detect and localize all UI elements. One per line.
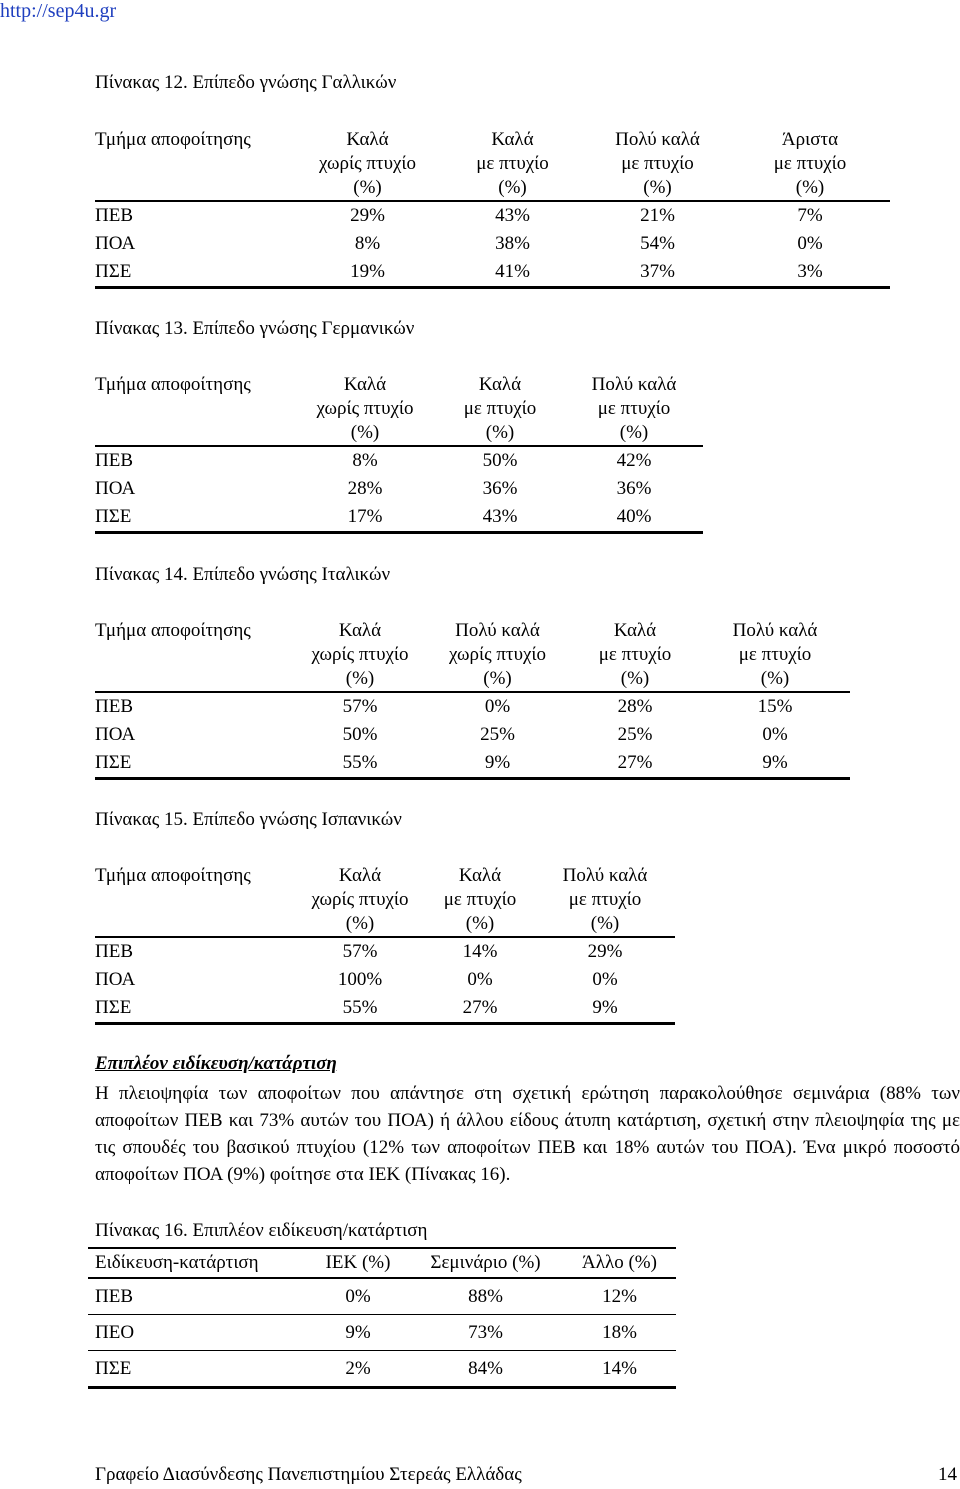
table-cell: 0% — [484, 696, 511, 717]
table-cell: 0% — [308, 1278, 408, 1315]
table-15-spanish — [95, 864, 675, 1025]
column-header: Πολύ καλά με πτυχίο (%) — [700, 619, 850, 692]
table-cell: 40% — [565, 503, 703, 533]
table-cell: 41% — [440, 258, 585, 288]
table-16-training — [88, 1247, 676, 1389]
table-cell: 28% — [617, 696, 653, 717]
table-row — [95, 966, 675, 994]
table-cell: 54% — [640, 233, 675, 254]
table-14-italian — [95, 619, 850, 780]
table-header-row — [95, 619, 850, 692]
column-header: Σεμινάριο (%) — [408, 1248, 563, 1278]
column-header-department: Τμήμα αποφοίτησης — [95, 373, 295, 446]
page-number: 14 — [938, 1464, 957, 1485]
table-header-row — [95, 128, 890, 201]
table-cell: 8% — [352, 450, 378, 471]
column-header: Πολύ καλά με πτυχίο (%) — [565, 373, 703, 446]
row-label: ΠΟΑ — [95, 969, 136, 990]
table-14-caption: Πίνακας 14. Επίπεδο γνώσης Ιταλικών — [95, 564, 391, 585]
table-row — [88, 1278, 676, 1315]
column-header: Καλά με πτυχίο (%) — [435, 373, 565, 446]
table-cell: 9% — [425, 749, 570, 779]
table-row — [95, 446, 703, 475]
table-cell: 88% — [408, 1278, 563, 1315]
table-cell: 42% — [616, 450, 652, 471]
column-header: Άριστα με πτυχίο (%) — [730, 128, 890, 201]
column-header: Καλά χωρίς πτυχίο (%) — [295, 864, 425, 937]
table-cell: 0% — [797, 233, 823, 254]
table-12-caption: Πίνακας 12. Επίπεδο γνώσης Γαλλικών — [95, 72, 397, 93]
table-cell: 12% — [563, 1278, 676, 1315]
table-row — [95, 692, 850, 721]
table-cell: 57% — [342, 941, 378, 962]
table-cell: 21% — [640, 205, 675, 226]
table-header-row — [88, 1248, 676, 1278]
column-header-department: Ειδίκευση-κατάρτιση — [88, 1248, 308, 1278]
table-16-caption: Πίνακας 16. Επιπλέον ειδίκευση/κατάρτιση — [95, 1220, 428, 1241]
column-header: Καλά χωρίς πτυχίο (%) — [295, 373, 435, 446]
table-header-row — [95, 373, 703, 446]
column-header: Καλά με πτυχίο (%) — [440, 128, 585, 201]
section-title: Επιπλέον ειδίκευση/κατάρτιση — [95, 1053, 337, 1074]
column-header-department: Τμήμα αποφοίτησης — [95, 128, 295, 201]
table-row — [88, 1351, 676, 1388]
column-header: Καλά με πτυχίο (%) — [425, 864, 535, 937]
table-cell: 28% — [347, 478, 383, 499]
column-header: ΙΕΚ (%) — [308, 1248, 408, 1278]
column-header: Καλά με πτυχίο (%) — [570, 619, 700, 692]
table-cell: 84% — [408, 1351, 563, 1388]
table-cell: 25% — [480, 724, 515, 745]
table-header-row — [95, 864, 675, 937]
column-header: Πολύ καλά χωρίς πτυχίο (%) — [425, 619, 570, 692]
table-cell: 8% — [354, 233, 381, 254]
table-row — [95, 258, 890, 288]
table-cell: 27% — [570, 749, 700, 779]
table-cell: 25% — [617, 724, 653, 745]
row-label: ΠΕΒ — [95, 941, 133, 962]
table-cell: 3% — [730, 258, 890, 288]
table-row — [95, 503, 703, 533]
row-label: ΠΣΕ — [95, 503, 295, 533]
table-cell: 9% — [535, 994, 675, 1024]
row-label: ΠΟΑ — [95, 233, 136, 254]
table-row — [95, 475, 703, 503]
row-label: ΠΕΒ — [95, 205, 133, 226]
table-cell: 29% — [587, 941, 623, 962]
table-cell: 0% — [467, 969, 493, 990]
row-label: ΠΕΒ — [95, 450, 133, 471]
row-label: ΠΕΒ — [95, 696, 133, 717]
table-row — [95, 994, 675, 1024]
row-label: ΠΣΕ — [95, 258, 295, 288]
table-row — [95, 230, 890, 258]
table-cell: 50% — [482, 450, 518, 471]
table-cell: 50% — [342, 724, 378, 745]
table-cell: 37% — [585, 258, 730, 288]
table-cell: 7% — [797, 205, 823, 226]
table-12-french — [95, 128, 890, 289]
table-cell: 55% — [295, 994, 425, 1024]
table-cell: 36% — [482, 478, 518, 499]
table-cell: 43% — [495, 205, 530, 226]
table-cell: 14% — [462, 941, 498, 962]
row-label: ΠΣΕ — [95, 994, 295, 1024]
row-label: ΠΕΒ — [88, 1278, 308, 1315]
table-cell: 17% — [295, 503, 435, 533]
table-cell: 19% — [295, 258, 440, 288]
table-cell: 0% — [762, 724, 788, 745]
table-row — [95, 749, 850, 779]
table-row — [88, 1315, 676, 1351]
column-header: Άλλο (%) — [563, 1248, 676, 1278]
column-header: Πολύ καλά με πτυχίο (%) — [535, 864, 675, 937]
row-label: ΠΣΕ — [88, 1351, 308, 1388]
row-label: ΠΟΑ — [95, 724, 136, 745]
table-cell: 14% — [563, 1351, 676, 1388]
table-cell: 27% — [425, 994, 535, 1024]
table-row — [95, 721, 850, 749]
table-13-german — [95, 373, 703, 534]
table-cell: 9% — [700, 749, 850, 779]
table-cell: 100% — [337, 969, 383, 990]
section-paragraph: Η πλειοψηφία των αποφοίτων που απάντησε στη σχετική ερώτηση παρακολούθησε σεμινάρια (88% των αποφοίτων ΠΕΒ και 73% αυτών του ΠΟΑ) ή άλλου είδους άτυπη κατάρτιση, σχετική στην πλειοψηφία της με τις σπουδές του βασικού πτυχίου (12% των αποφοίτων ΠΕΒ και 18% αυτών του ΠΟΑ). Ένα μικρό ποσοστό αποφοίτων ΠΟΑ (9%) φοίτησε στα ΙΕΚ (Πίνακας 16). — [95, 1083, 960, 1185]
table-15-caption: Πίνακας 15. Επίπεδο γνώσης Ισπανικών — [95, 809, 402, 830]
footer-text: Γραφείο Διασύνδεσης Πανεπιστημίου Στερεάς Ελλάδας — [95, 1464, 522, 1485]
column-header: Καλά χωρίς πτυχίο (%) — [295, 619, 425, 692]
table-cell: 0% — [592, 969, 618, 990]
column-header: Πολύ καλά με πτυχίο (%) — [585, 128, 730, 201]
row-label: ΠΟΑ — [95, 478, 136, 499]
table-cell: 18% — [563, 1315, 676, 1351]
table-cell: 73% — [408, 1315, 563, 1351]
row-label: ΠΕΟ — [88, 1315, 308, 1351]
table-cell: 36% — [616, 478, 652, 499]
column-header-department: Τμήμα αποφοίτησης — [95, 619, 295, 692]
table-row — [95, 201, 890, 230]
row-label: ΠΣΕ — [95, 749, 295, 779]
table-cell: 57% — [342, 696, 378, 717]
table-cell: 2% — [308, 1351, 408, 1388]
source-url[interactable]: http://sep4u.gr — [0, 0, 117, 22]
column-header: Καλά χωρίς πτυχίο (%) — [295, 128, 440, 201]
table-cell: 9% — [308, 1315, 408, 1351]
table-13-caption: Πίνακας 13. Επίπεδο γνώσης Γερμανικών — [95, 318, 415, 339]
column-header-department: Τμήμα αποφοίτησης — [95, 864, 295, 937]
table-cell: 15% — [757, 696, 793, 717]
table-cell: 43% — [435, 503, 565, 533]
table-cell: 29% — [350, 205, 385, 226]
table-cell: 38% — [495, 233, 530, 254]
table-cell: 55% — [295, 749, 425, 779]
table-row — [95, 937, 675, 966]
